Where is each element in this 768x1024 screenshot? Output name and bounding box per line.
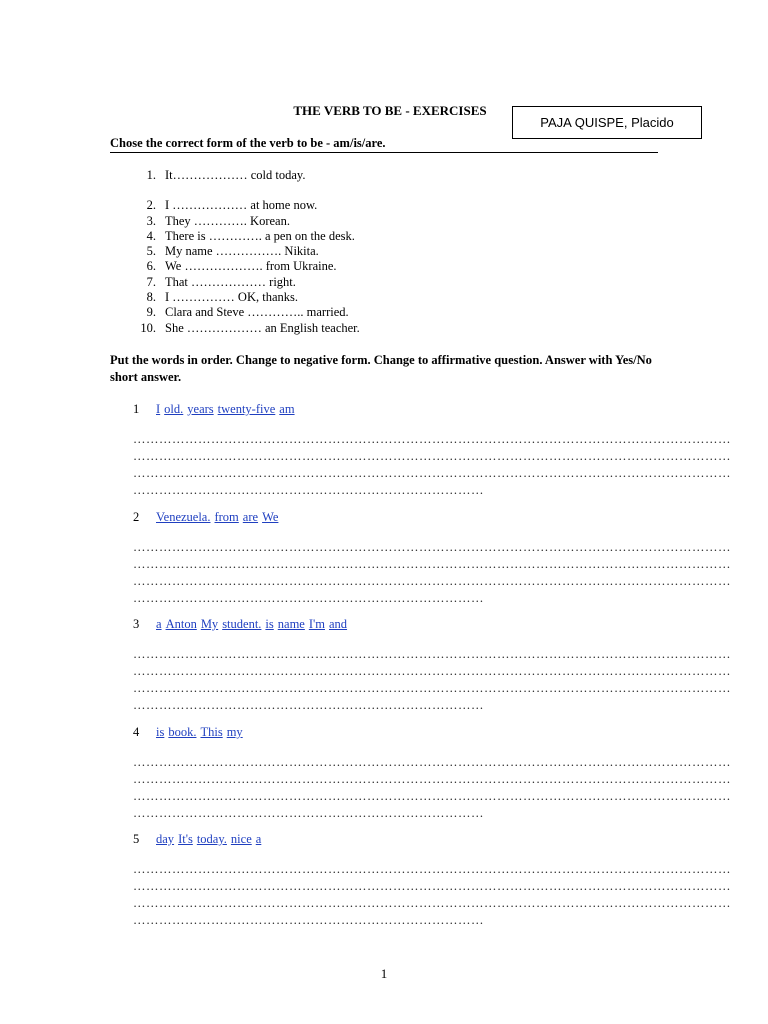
word-link[interactable]: a xyxy=(156,617,162,631)
item-number: 6. xyxy=(146,259,156,274)
answer-line: ………………………………………………………………………………………………………………………… xyxy=(133,755,731,769)
exercise1-item xyxy=(130,275,650,290)
item-number: 4. xyxy=(146,228,156,243)
word-link[interactable]: I xyxy=(156,402,161,416)
item-head xyxy=(133,509,663,526)
word-link[interactable]: my xyxy=(226,725,243,739)
item-number: 8. xyxy=(146,290,156,305)
word-link[interactable]: today. xyxy=(196,832,227,846)
item-head xyxy=(133,401,663,418)
item-text: There is …………. a pen on the desk. xyxy=(165,228,355,243)
word-link[interactable]: twenty-five xyxy=(217,402,276,416)
answer-line: ……………………………………………………………………… xyxy=(133,483,484,497)
answer-line: ………………………………………………………………………………………………………………………… xyxy=(133,879,731,893)
word-link[interactable]: and xyxy=(328,617,348,631)
item-number: 9. xyxy=(146,305,156,320)
item-text: I ……………… at home now. xyxy=(165,198,318,213)
item-head xyxy=(133,724,663,741)
exercise1-item xyxy=(130,321,650,336)
answer-line: ………………………………………………………………………………………………………………………… xyxy=(133,540,731,554)
item-text: I …………… OK, thanks. xyxy=(165,290,298,305)
answer-lines xyxy=(133,539,731,607)
item-text: Clara and Steve ………….. married. xyxy=(165,305,349,320)
word-link[interactable]: nice xyxy=(230,832,252,846)
word-link[interactable]: I'm xyxy=(308,617,325,631)
exercise1-item xyxy=(130,290,650,305)
answer-line: ………………………………………………………………………………………………………………………… xyxy=(133,466,731,480)
answer-lines xyxy=(133,646,731,714)
answer-line: ………………………………………………………………………………………………………………………… xyxy=(133,789,731,803)
page-title: THE VERB TO BE - EXERCISES xyxy=(293,103,487,118)
answer-line: ………………………………………………………………………………………………………………………… xyxy=(133,862,731,876)
exercise2-item xyxy=(133,401,731,499)
answer-line: ………………………………………………………………………………………………………………………… xyxy=(133,557,731,571)
exercise2-item xyxy=(133,724,731,822)
word-link[interactable]: old. xyxy=(164,402,184,416)
word-link[interactable]: years xyxy=(187,402,214,416)
answer-line: ………………………………………………………………………………………………………………………… xyxy=(133,681,731,695)
word-link[interactable]: Venezuela. xyxy=(156,510,211,524)
answer-lines xyxy=(133,861,731,929)
word-link[interactable]: am xyxy=(279,402,295,416)
item-number: 1 xyxy=(133,402,140,416)
exercise1-item xyxy=(130,198,650,213)
item-text: They …………. Korean. xyxy=(165,213,290,228)
item-number: 3 xyxy=(133,617,140,631)
exercise1-item xyxy=(130,214,650,229)
page-number: 1 xyxy=(380,966,388,981)
exercise1-list xyxy=(130,168,650,336)
exercise1-instruction: Chose the correct form of the verb to be - am/is/are. xyxy=(110,136,658,153)
answer-line: ………………………………………………………………………………………………………………………… xyxy=(133,574,731,588)
item-number: 7. xyxy=(146,274,156,289)
exercise2-item xyxy=(133,509,731,607)
exercise2-item xyxy=(133,831,731,929)
item-text: It……………… cold today. xyxy=(165,168,306,182)
answer-line: ………………………………………………………………………………………………………………………… xyxy=(133,432,731,446)
exercise2-item xyxy=(133,616,731,714)
word-link[interactable]: are xyxy=(242,510,259,524)
item-number: 2. xyxy=(146,198,156,213)
exercise1-item xyxy=(130,259,650,274)
word-link[interactable]: Anton xyxy=(165,617,197,631)
item-number: 5. xyxy=(146,244,156,259)
answer-line: ………………………………………………………………………………………………………………………… xyxy=(133,647,731,661)
item-head xyxy=(133,831,663,848)
word-link[interactable]: This xyxy=(200,725,223,739)
word-link[interactable]: a xyxy=(255,832,262,846)
item-text: She ……………… an English teacher. xyxy=(165,320,360,335)
item-number: 1. xyxy=(146,168,156,182)
word-link[interactable]: It's xyxy=(178,832,193,846)
answer-line: ………………………………………………………………………………………………………………………… xyxy=(133,772,731,786)
answer-lines xyxy=(133,431,731,499)
word-link[interactable]: is xyxy=(156,725,165,739)
answer-line: ……………………………………………………………………… xyxy=(133,591,484,605)
item-text: That ……………… right. xyxy=(165,274,296,289)
exercise1-item xyxy=(130,244,650,259)
item-text: We ………………. from Ukraine. xyxy=(165,259,337,274)
item-head xyxy=(133,616,663,633)
item-text: My name ……………. Nikita. xyxy=(165,244,319,259)
word-link[interactable]: day xyxy=(156,832,175,846)
exercise1-item xyxy=(130,168,650,183)
word-link[interactable]: student. xyxy=(222,617,262,631)
exercise1-item xyxy=(130,305,650,320)
answer-lines xyxy=(133,754,731,822)
item-number: 3. xyxy=(146,213,156,228)
item-number: 5 xyxy=(133,832,140,846)
item-number: 4 xyxy=(133,725,140,739)
word-link[interactable]: book. xyxy=(168,725,197,739)
item-number: 10. xyxy=(140,320,156,335)
answer-line: ……………………………………………………………………… xyxy=(133,913,484,927)
item-number: 2 xyxy=(133,510,140,524)
answer-line: ……………………………………………………………………… xyxy=(133,806,484,820)
answer-line: ………………………………………………………………………………………………………………………… xyxy=(133,896,731,910)
word-link[interactable]: is xyxy=(265,617,274,631)
answer-line: ………………………………………………………………………………………………………………………… xyxy=(133,664,731,678)
exercise2-instruction: Put the words in order. Change to negative form. Change to affirmative question. Answer with Yes/No short answer. xyxy=(110,353,652,384)
word-link[interactable]: My xyxy=(200,617,219,631)
word-link[interactable]: name xyxy=(277,617,305,631)
word-link[interactable]: We xyxy=(262,510,279,524)
word-link[interactable]: from xyxy=(214,510,239,524)
answer-line: ………………………………………………………………………………………………………………………… xyxy=(133,449,731,463)
answer-line: ……………………………………………………………………… xyxy=(133,698,484,712)
student-name: PAJA QUISPE, Placido xyxy=(540,115,674,130)
exercise1-item xyxy=(130,229,650,244)
student-name-box xyxy=(512,106,702,139)
